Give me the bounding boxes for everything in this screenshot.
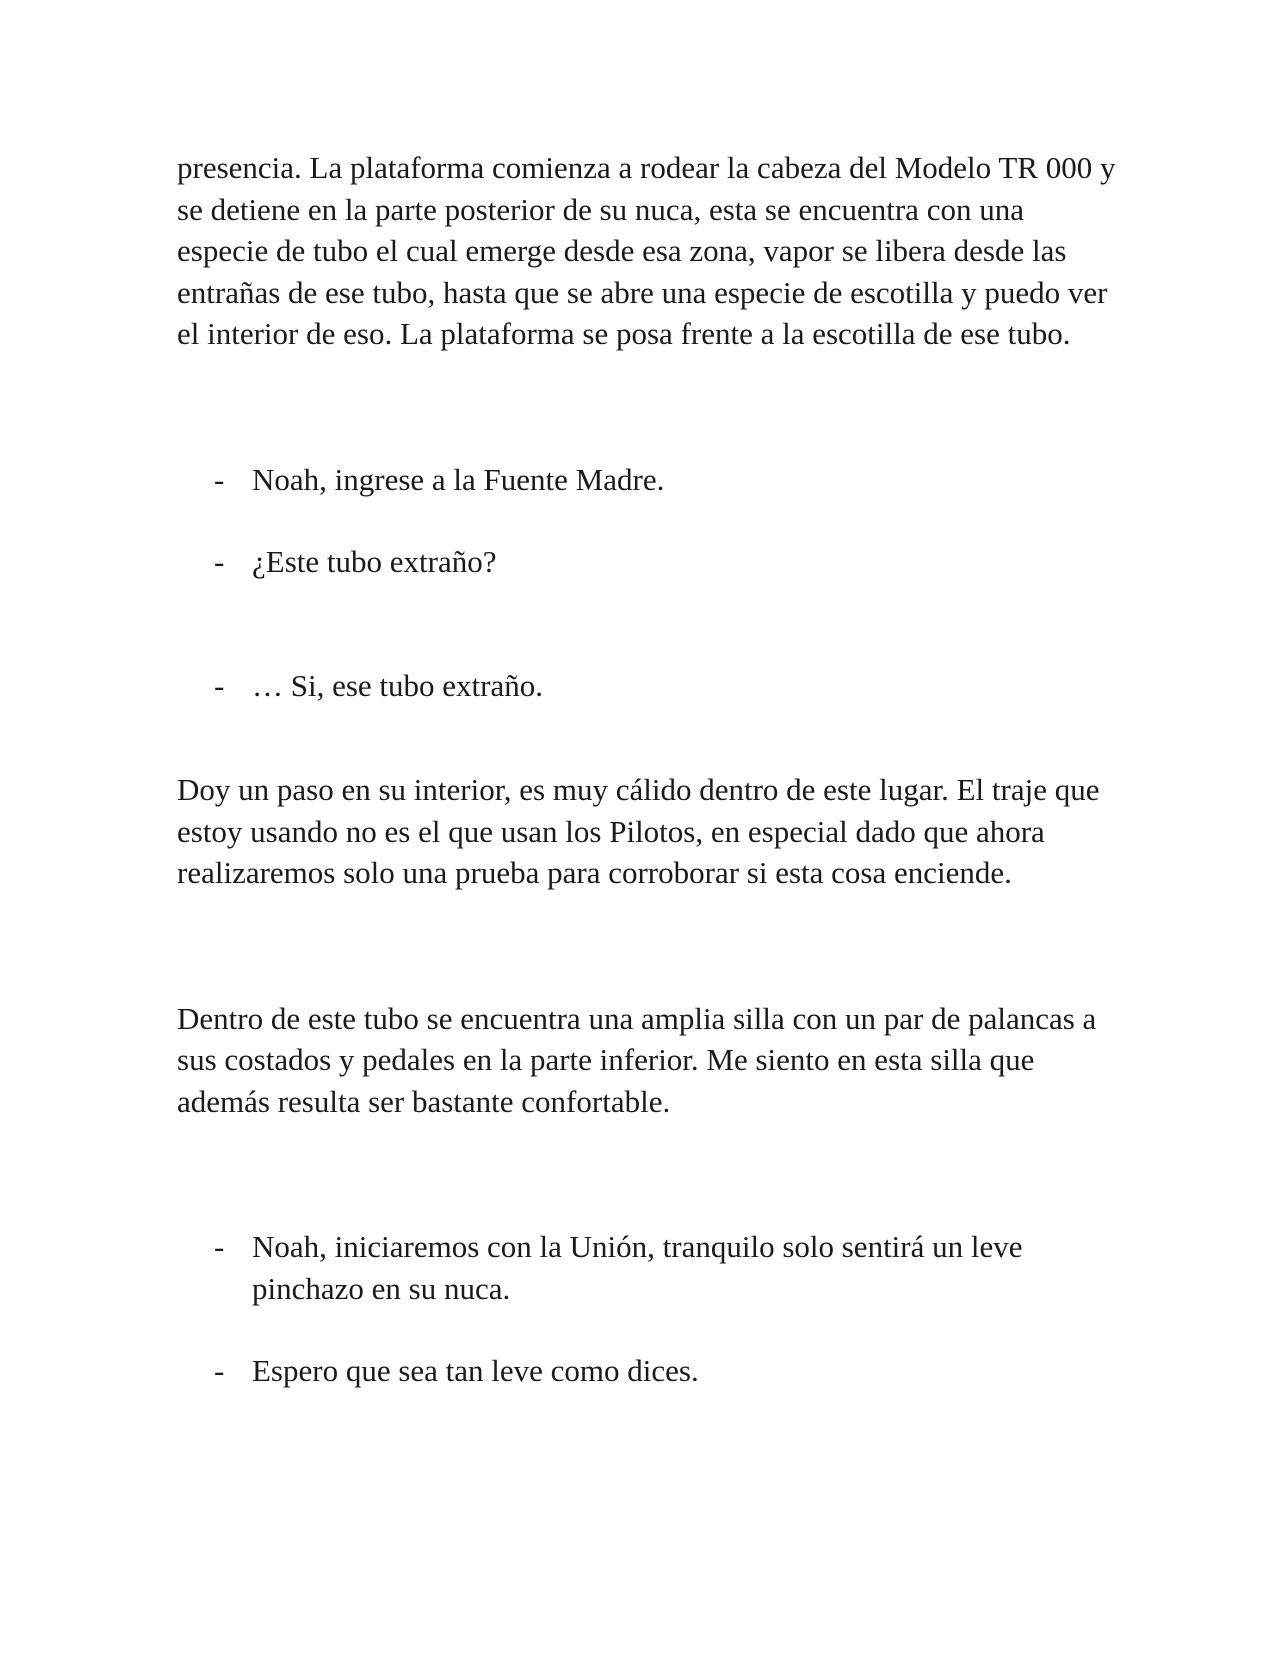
dialogue-text: … Si, ese tubo extraño. bbox=[252, 667, 544, 703]
dialogue-line bbox=[177, 459, 1117, 501]
dialogue-text: Noah, iniciaremos con la Unión, tranquilo solo sentirá un leve pinchazo en su nuca. bbox=[252, 1229, 1023, 1306]
dialogue-text: ¿Este tubo extraño? bbox=[252, 544, 497, 579]
spacer bbox=[177, 1122, 1117, 1226]
paragraph-2: Doy un paso en su interior, es muy cálido dentro de este lugar. El traje que estoy usando no es el que usan los Pilotos, en especial dado que ahora realizaremos solo una prueba para corroborar si esta cosa enciende. bbox=[177, 772, 1100, 890]
dialogue-dash: - bbox=[214, 1229, 225, 1264]
paragraph-3: Dentro de este tubo se encuentra una amplia silla con un par de palancas a sus costados y pedales en la parte inferior. Me siento en esta silla que además resulta ser bastante confortable. bbox=[177, 1000, 1097, 1119]
dialogue-text: Noah, ingrese a la Fuente Madre. bbox=[252, 461, 665, 497]
dialogue-text: Espero que sea tan leve como dices. bbox=[252, 1353, 699, 1388]
dialogue-line bbox=[177, 1350, 1117, 1392]
dialogue-dash: - bbox=[214, 544, 225, 579]
spacer bbox=[177, 355, 1117, 459]
spacer bbox=[177, 706, 1117, 769]
spacer bbox=[177, 894, 1117, 998]
dialogue-dash: - bbox=[214, 461, 225, 497]
spacer bbox=[177, 1309, 1117, 1350]
dialogue-dash: - bbox=[214, 667, 225, 703]
dialogue-dash: - bbox=[214, 1353, 225, 1388]
dialogue-line bbox=[177, 665, 1117, 707]
dialogue-line bbox=[177, 1226, 1117, 1309]
page-content bbox=[177, 147, 1117, 1392]
paragraph-1: presencia. La plataforma comienza a rodear la cabeza del Modelo TR 000 y se detiene en la parte posterior de su nuca, esta se encuentra con una especie de tubo el cual emerge desde esa zona, vapor se libera desde las entrañas de ese tubo, hasta que se abre una especie de escotilla y puedo ver el interior de eso. La plataforma se posa frente a la escotilla de ese tubo. bbox=[177, 150, 1116, 351]
spacer bbox=[177, 583, 1117, 665]
dialogue-line bbox=[177, 541, 1117, 583]
spacer bbox=[177, 500, 1117, 541]
